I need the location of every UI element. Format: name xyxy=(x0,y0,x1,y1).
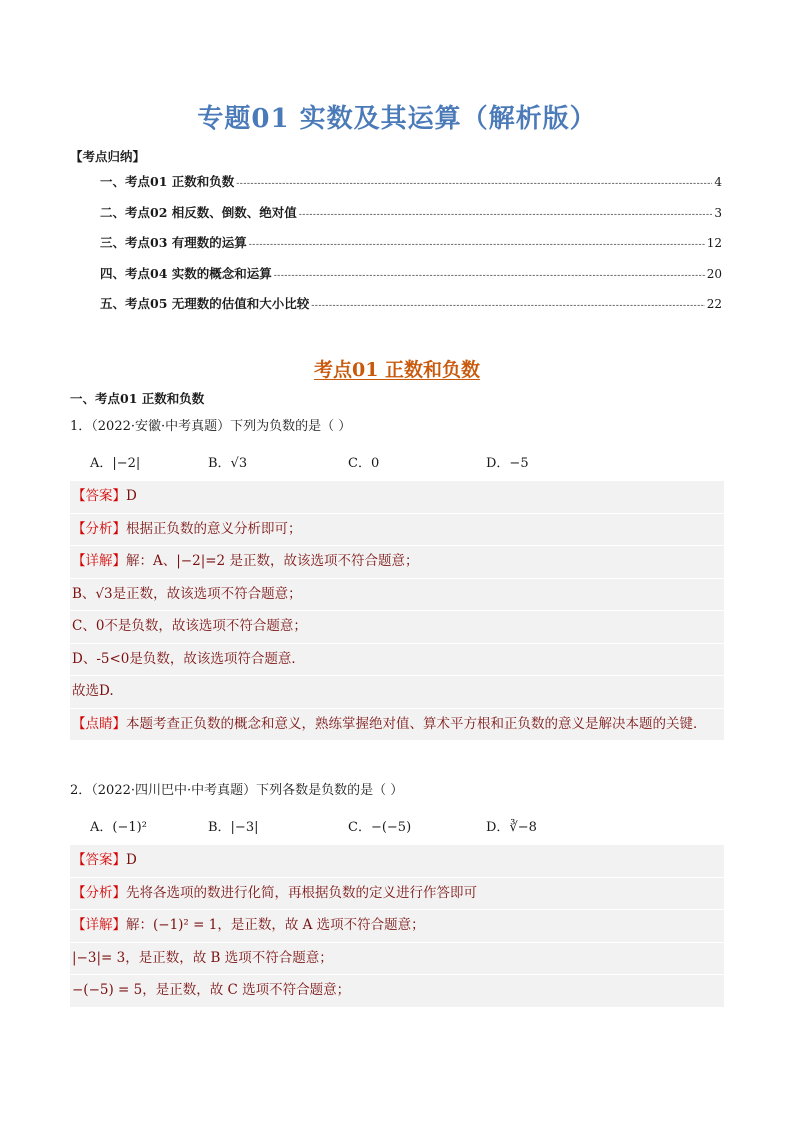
detail-line: D、-5<0是负数，故该选项符合题意． xyxy=(70,644,724,677)
toc-entry-label: 三、考点03 有理数的运算 xyxy=(100,235,247,250)
section-heading-text: 考点01 正数和负数 xyxy=(313,359,481,381)
option-d: D．−5 xyxy=(486,456,529,471)
question-2-stem: 2．（2022·四川巴中·中考真题）下列各数是负数的是（ ） xyxy=(70,783,404,798)
toc-entry-page: 20 xyxy=(706,266,722,281)
answer-line xyxy=(70,481,724,514)
detail-text: 解：A、|−2|=2 是正数，故该选项不符合题意； xyxy=(126,553,419,569)
option-c: C．0 xyxy=(348,456,380,471)
toc-entry[interactable] xyxy=(100,294,722,325)
document-title: 专题01 实数及其运算（解析版） xyxy=(197,104,597,134)
comment-tag: 【点睛】 xyxy=(72,715,126,732)
analysis-line xyxy=(70,514,724,547)
toc-leader xyxy=(249,240,705,250)
question-2-solution-box xyxy=(70,845,724,1008)
detail-tag: 【详解】 xyxy=(72,553,126,569)
conclusion-line: 故选D. xyxy=(70,676,724,709)
comment-line xyxy=(70,709,724,741)
toc-entry[interactable] xyxy=(100,264,722,295)
table-of-contents xyxy=(100,172,722,325)
detail-line: −(−5) = 5，是正数，故 C 选项不符合题意； xyxy=(70,975,724,1008)
subsection-heading: 一、考点01 正数和负数 xyxy=(70,391,205,406)
toc-section-tag: 【考点归纳】 xyxy=(70,149,146,164)
answer-value: D xyxy=(126,488,137,504)
detail-tag: 【详解】 xyxy=(72,917,126,933)
analysis-line xyxy=(70,878,724,911)
toc-entry[interactable] xyxy=(100,172,722,203)
answer-line xyxy=(70,845,724,878)
toc-entry-label: 二、考点02 相反数、倒数、绝对值 xyxy=(100,204,297,220)
analysis-tag: 【分析】 xyxy=(72,884,126,901)
toc-leader xyxy=(311,301,704,311)
option-d: D．∛−8 xyxy=(486,820,537,835)
option-b: B．√3 xyxy=(208,456,248,471)
analysis-text: 先将各选项的数进行化简，再根据负数的定义进行作答即可 xyxy=(126,884,477,901)
detail-line xyxy=(70,546,724,579)
detail-text: 解：(−1)² = 1，是正数，故 A 选项不符合题意； xyxy=(126,917,425,933)
analysis-text: 根据正负数的意义分析即可； xyxy=(126,520,302,537)
answer-tag: 【答案】 xyxy=(72,488,126,504)
toc-entry-label: 一、考点01 正数和负数 xyxy=(100,174,235,189)
toc-leader xyxy=(236,179,712,189)
option-a: A．(−1)² xyxy=(90,820,147,835)
toc-leader xyxy=(299,210,713,220)
toc-entry-page: 4 xyxy=(714,175,722,189)
toc-entry-label: 五、考点05 无理数的估值和大小比较 xyxy=(100,296,310,311)
toc-entry[interactable] xyxy=(100,233,722,264)
section-heading xyxy=(0,355,794,382)
analysis-tag: 【分析】 xyxy=(72,520,126,537)
toc-entry[interactable] xyxy=(100,203,722,234)
toc-entry-page: 22 xyxy=(706,297,722,311)
answer-tag: 【答案】 xyxy=(72,852,126,868)
option-c: C．−(−5) xyxy=(348,820,412,835)
detail-line: B、√3是正数，故该选项不符合题意； xyxy=(70,579,724,612)
toc-leader xyxy=(274,271,705,281)
question-1-solution-box xyxy=(70,481,724,741)
option-b: B．|−3| xyxy=(208,820,259,835)
option-a: A．|−2| xyxy=(90,456,141,471)
detail-line: |−3|= 3，是正数，故 B 选项不符合题意； xyxy=(70,943,724,976)
detail-line xyxy=(70,910,724,943)
toc-entry-page: 12 xyxy=(706,236,722,250)
toc-entry-page: 3 xyxy=(714,205,722,220)
question-1-stem: 1．（2022·安徽·中考真题）下列为负数的是（ ） xyxy=(70,419,352,434)
detail-line: C、0不是负数，故该选项不符合题意； xyxy=(70,611,724,644)
toc-entry-label: 四、考点04 实数的概念和运算 xyxy=(100,265,272,281)
answer-value: D xyxy=(126,852,137,868)
comment-text: 本题考查正负数的概念和意义，熟练掌握绝对值、算术平方根和正负数的意义是解决本题的关键． xyxy=(126,715,707,732)
